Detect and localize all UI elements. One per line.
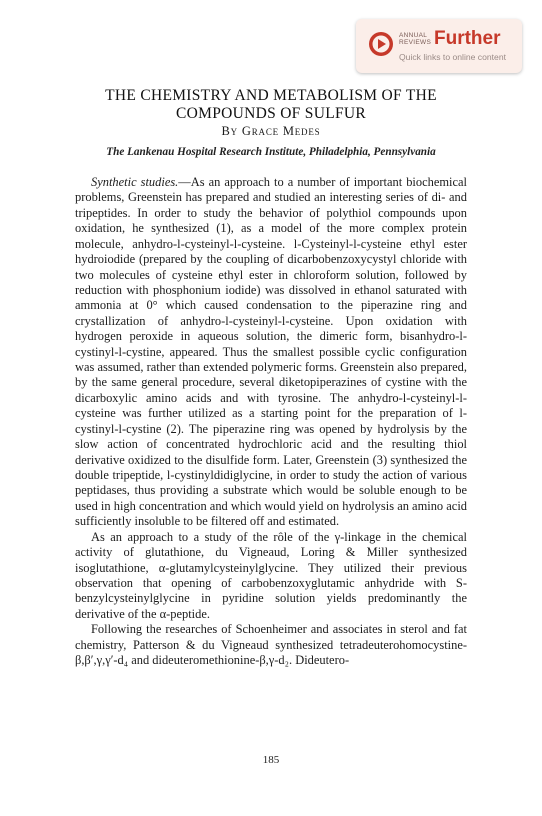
author-by: By xyxy=(221,124,238,138)
badge-further-label: Further xyxy=(434,28,501,49)
badge-brand-label: ANNUAL REVIEWS xyxy=(399,32,432,46)
author-line xyxy=(60,124,482,139)
paragraph xyxy=(75,622,467,668)
paragraph-text: Following the researches of Schoenheimer and associates in sterol and fat chemistry, Patterson & du Vigneaud synthesized tetradeuterohomocystine-β,β′,γ,γ′-d₄ and dideuteromethionine-β,γ-d₂. Dideutero- xyxy=(75,622,467,668)
article-title-line-1: THE CHEMISTRY AND METABOLISM OF THE xyxy=(105,87,437,104)
section-lead: Synthetic studies. xyxy=(91,175,179,189)
article-title-line-2: COMPOUNDS OF SULFUR xyxy=(175,105,367,122)
author-name: Grace Medes xyxy=(241,124,321,138)
paragraph-text: As an approach to a study of the rôle of the γ-linkage in the chemical activity of glutathione, du Vigneaud, Loring & Miller synthesized isoglutathione, α-glutamylcysteinylglycine. They utilized their previous observation that opening of carbobenzoxyglutamic anhydride with S-benzylcysteinylglycine in pyridine solution yields predominantly the derivative of the α-peptide. xyxy=(75,529,467,621)
badge-subtext: Quick links to online content xyxy=(399,52,507,62)
play-arrow-icon xyxy=(368,31,394,57)
paragraph xyxy=(75,175,467,530)
page-number: 185 xyxy=(262,754,280,766)
paragraph xyxy=(75,530,467,623)
further-links-badge[interactable] xyxy=(356,19,522,73)
affiliation: The Lankenau Hospital Research Institute, Philadelphia, Pennsylvania xyxy=(106,146,436,158)
paragraph-text: —As an approach to a number of important biochemical problems, Greenstein has prepared and studied an interesting series of di- and tripeptides. In order to study the behavior of polythiol compounds upon oxidation, he synthesized (1), as a model of the more complex protein molecule, anhydro-l-cysteinyl-l-cysteine. l-Cysteinyl-l-cysteine ethyl ester hydroiodide (prepared by the coupling of dicarbobenzoxycystyl chloride with two molecules of cysteine ethyl ester in chloroform solution, followed by reduction with phosphonium iodide) was dissolved in ethanol saturated with ammonia at 0° which caused condensation to the piperazine ring and crystallization of anhydro-l-cysteinyl-l-cysteine. Upon oxidation with hydrogen peroxide in aqueous solution, the dimeric form, bisanhydro-l-cystinyl-l-cystine, appeared. Thus the smallest possible cyclic configuration was assumed, rather than extended polymeric forms. Greenstein also prepared, by the same general procedure, several diketopiperazines of cystine with the dicarboxylic amino acids and with tyrosine. The anhydro-l-cysteinyl-l-cysteine was further utilized as a starting point for the preparation of l-cystinyl-l-cystine (2). The piperazine ring was opened by hydrolysis by the slow action of concentrated hydrochloric acid and the resulting thiol derivative oxidized to the disulfide form. Later, Greenstein (3) synthesized the double tripeptide, l-cystinyldidiglycine, in order to study the action of various peptidases, thus providing a substrate which would be soluble enough to be used in high concentration and which would yield on hydrolysis an amino acid sufficiently insoluble to be filtered off and estimated. xyxy=(75,175,467,529)
article-body xyxy=(75,175,467,669)
